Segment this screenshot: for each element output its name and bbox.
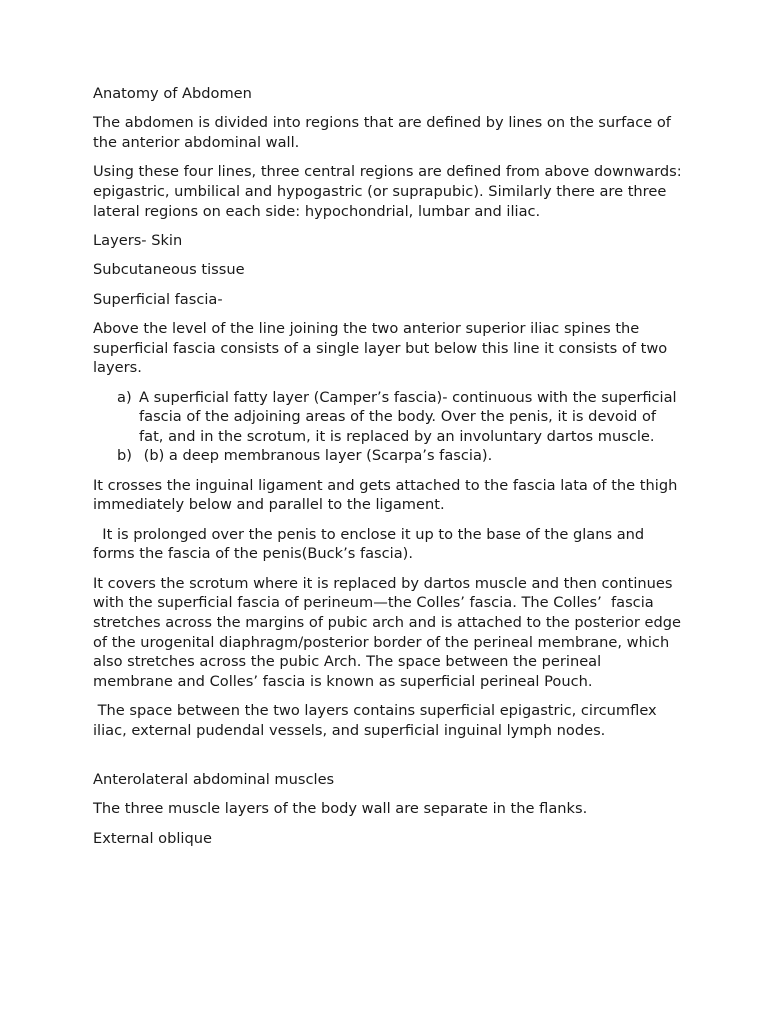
subcutaneous-line: Subcutaneous tissue xyxy=(93,261,245,279)
fascia-layers-list xyxy=(93,388,683,466)
list-item-text: (b) a deep membranous layer (Scarpa’s fascia). xyxy=(139,447,493,465)
intro-paragraph: The abdomen is divided into regions that are defined by lines on the surface of the anterior abdominal wall. xyxy=(93,114,671,151)
regions-paragraph: Using these four lines, three central regions are defined from above downwards: epigastric, umbilical and hypogastric (or suprapubic). Similarly there are three lateral regions on each side: hypochondrial, lumbar and iliac. xyxy=(93,163,682,220)
superficial-fascia-heading: Superficial fascia- xyxy=(93,290,223,308)
space-paragraph: The space between the two layers contains superficial epigastric, circumflex iliac, external pudendal vessels, and superficial inguinal lymph nodes. xyxy=(93,702,662,739)
muscles-heading: Anterolateral abdominal muscles xyxy=(93,770,335,788)
penis-paragraph: It is prolonged over the penis to enclose it up to the base of the glans and forms the fascia of the penis(Buck’s fascia). xyxy=(93,525,649,563)
inguinal-paragraph: It crosses the inguinal ligament and gets attached to the fascia lata of the thigh immediately below and parallel to the ligament. xyxy=(93,476,678,514)
muscle-layers-paragraph: The three muscle layers of the body wall are separate in the flanks. xyxy=(93,800,588,818)
document-page xyxy=(93,84,686,858)
list-item xyxy=(93,446,683,466)
list-marker: a) xyxy=(117,388,132,406)
superficial-fascia-paragraph: Above the level of the line joining the two anterior superior iliac spines the superficial fascia consists of a single layer but below this line it consists of two layers. xyxy=(93,320,668,377)
list-item-text: A superficial fatty layer (Camper’s fascia)- continuous with the superficial fascia of the adjoining areas of the body. Over the penis, it is devoid of fat, and in the scrotum, it is replaced by an involuntary dartos muscle. xyxy=(139,388,677,445)
list-item xyxy=(93,388,683,447)
document-heading: Anatomy of Abdomen xyxy=(93,85,252,102)
scrotum-paragraph: It covers the scrotum where it is replaced by dartos muscle and then continues with the superficial fascia of perineum—the Colles’ fascia. The Colles’ fascia stretches across the margins of pubic arch and is attached to the posterior edge of the urogenital diaphragm/posterior border of the perineal membrane, which also stretches across the pubic Arch. The space between the perineal membrane and Colles’ fascia is known as superficial perineal Pouch. xyxy=(93,574,686,690)
external-oblique-heading: External oblique xyxy=(93,829,212,847)
list-marker: b) xyxy=(117,447,132,465)
layers-skin-line: Layers- Skin xyxy=(93,231,183,249)
